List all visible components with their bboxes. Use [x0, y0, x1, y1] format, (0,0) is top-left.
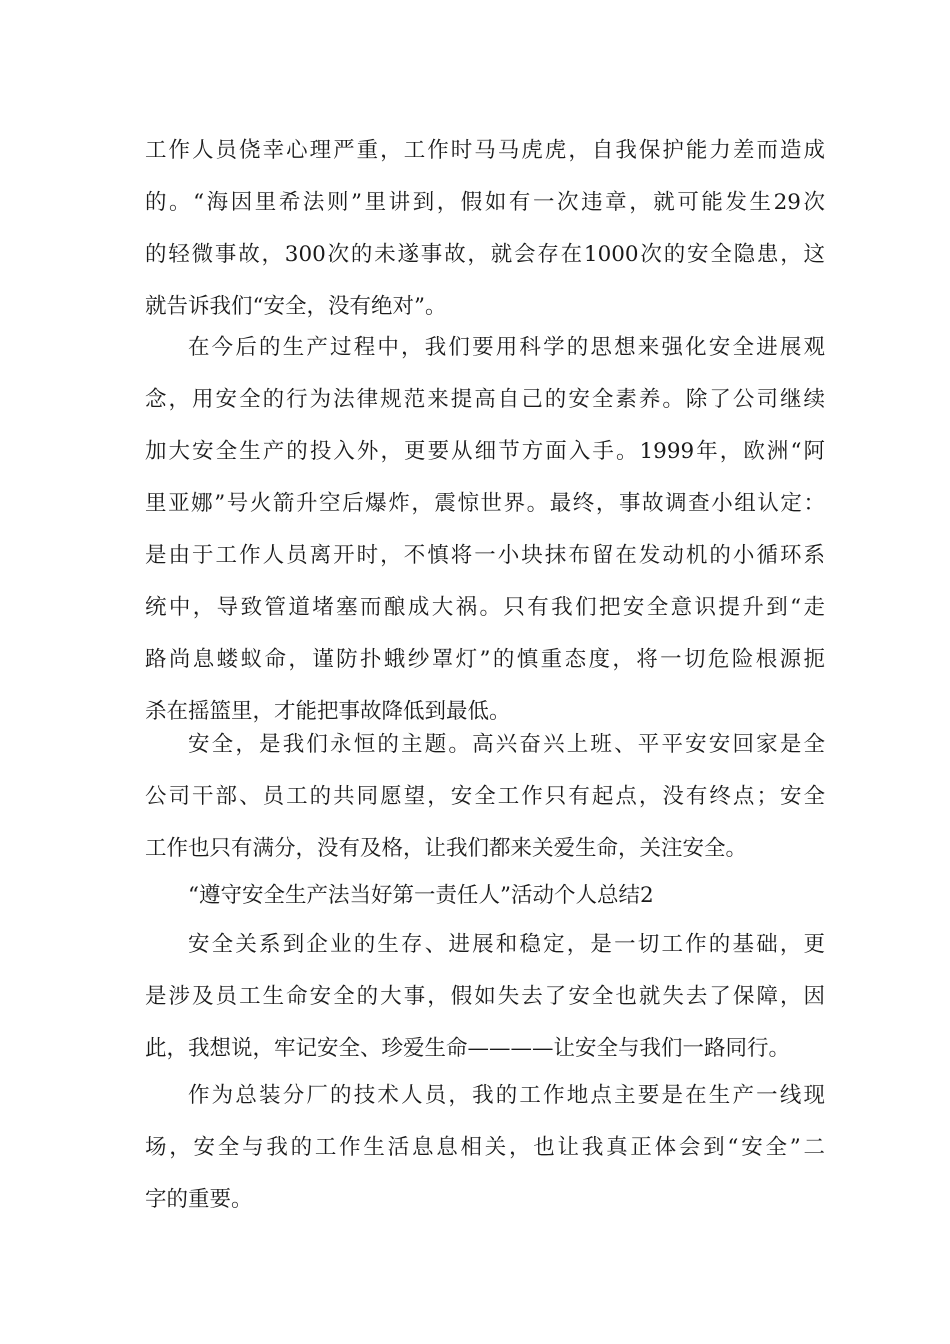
paragraph-line: 字的重要。 [145, 1187, 253, 1212]
heading-line: “遵守安全生产法当好第一责任人”活动个人总结2 [188, 883, 654, 908]
paragraph-line: 的。“海因里希法则”里讲到，假如有一次违章，就可能发生29次 [145, 190, 825, 215]
paragraph-line: 杀在摇篮里，才能把事故降低到最低。 [145, 699, 511, 724]
paragraph-1 [145, 125, 825, 333]
paragraph-line: 路尚息蝼蚁命，谨防扑蛾纱罩灯”的慎重态度，将一切危险根源扼 [145, 647, 825, 672]
paragraph-line: 安全关系到企业的生存、进展和稳定，是一切工作的基础，更 [188, 932, 825, 957]
paragraph-line: 工作也只有满分，没有及格，让我们都来关爱生命，关注安全。 [145, 836, 748, 861]
paragraph-line: 作为总装分厂的技术人员，我的工作地点主要是在生产一线现 [188, 1083, 825, 1108]
paragraph-line: 公司干部、员工的共同愿望，安全工作只有起点，没有终点；安全 [145, 784, 825, 809]
paragraph-line: 在今后的生产过程中，我们要用科学的思想来强化安全进展观 [188, 335, 825, 360]
paragraph-line: 统中，导致管道堵塞而酿成大祸。只有我们把安全意识提升到“走 [145, 595, 825, 620]
paragraph-2 [145, 322, 825, 738]
paragraph-3 [145, 719, 825, 875]
paragraph-6 [145, 1070, 825, 1226]
paragraph-line: 就告诉我们“安全，没有绝对”。 [145, 294, 447, 319]
paragraph-line: 场，安全与我的工作生活息息相关，也让我真正体会到“安全”二 [145, 1135, 825, 1160]
paragraph-line: 的轻微事故，300次的未遂事故，就会存在1000次的安全隐患，这 [145, 242, 825, 267]
section-heading [145, 870, 825, 922]
paragraph-line: 此，我想说，牢记安全、珍爱生命————让安全与我们一路同行。 [145, 1036, 791, 1061]
paragraph-line: 安全，是我们永恒的主题。高兴奋兴上班、平平安安回家是全 [188, 732, 825, 757]
paragraph-line: 加大安全生产的投入外，更要从细节方面入手。1999年，欧洲“阿 [145, 439, 825, 464]
paragraph-line: 念，用安全的行为法律规范来提高自己的安全素养。除了公司继续 [145, 387, 825, 412]
paragraph-line: 是由于工作人员离开时，不慎将一小块抹布留在发动机的小循环系 [145, 543, 825, 568]
paragraph-line: 里亚娜”号火箭升空后爆炸，震惊世界。最终，事故调查小组认定： [145, 491, 825, 516]
paragraph-5 [145, 919, 825, 1075]
paragraph-line: 是涉及员工生命安全的大事，假如失去了安全也就失去了保障，因 [145, 984, 825, 1009]
paragraph-line: 工作人员侥幸心理严重，工作时马马虎虎，自我保护能力差而造成 [145, 138, 825, 163]
